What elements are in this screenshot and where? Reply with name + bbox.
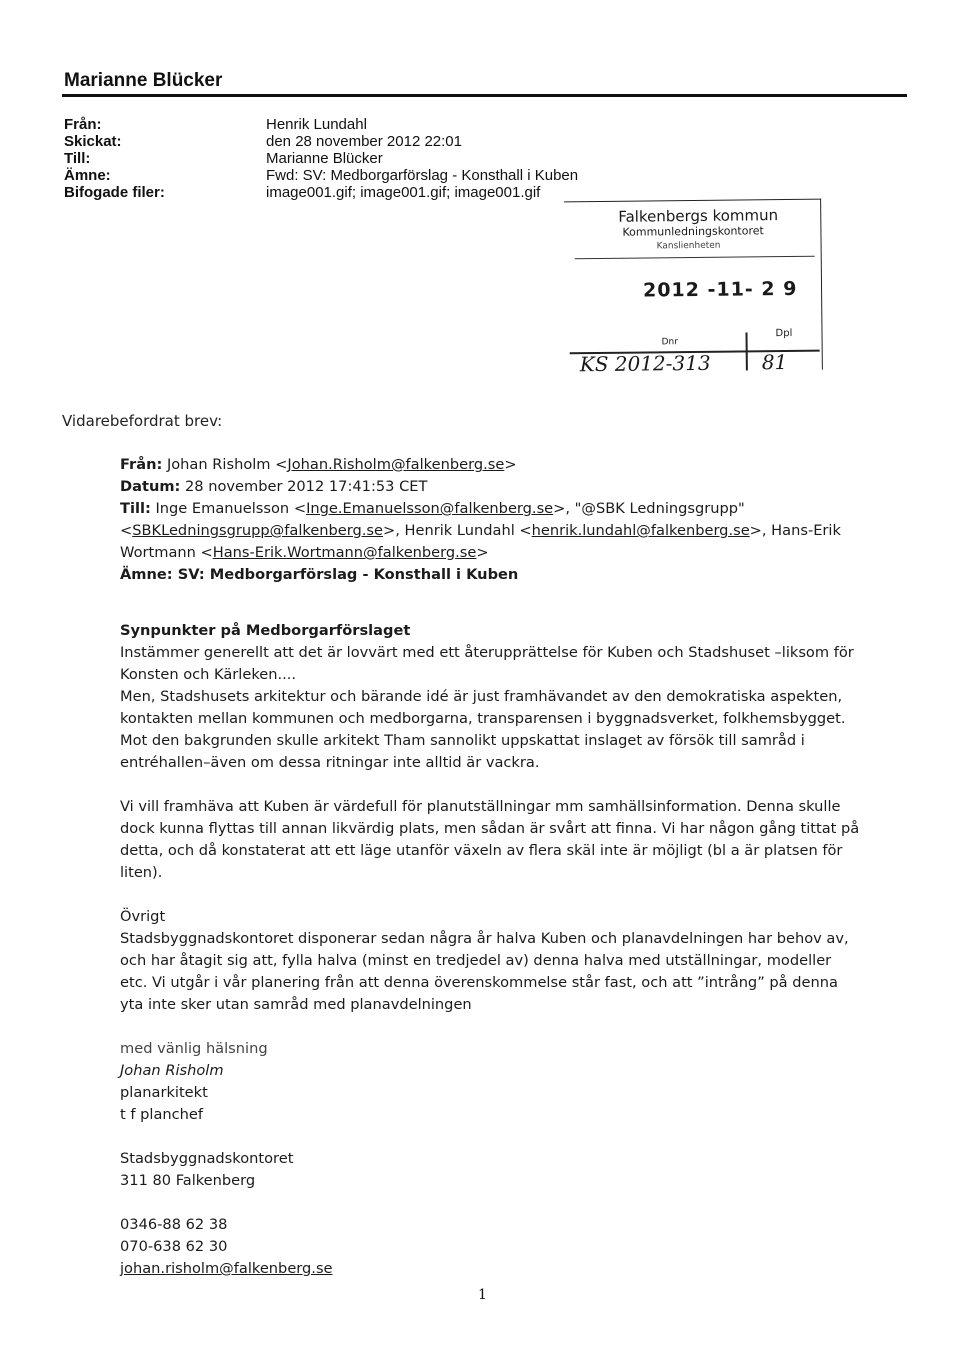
signature-name: Johan Risholm bbox=[120, 1062, 224, 1079]
email-header bbox=[64, 116, 578, 201]
fwd-date-value: 28 november 2012 17:41:53 CET bbox=[185, 478, 428, 495]
header-value: Marianne Blücker bbox=[266, 150, 383, 167]
paragraph: Vi vill framhäva att Kuben är värdefull för planutställningar mm samhällsinformation. Denna skulle dock kunna flyttas till annan likvärdig plats, men sådan är svårt att finna. Vi har någon gång tittat på detta, och då konstaterat att ett läge utanför växeln av flera skäl inte är möjligt (bl a är platsen för liten). bbox=[120, 798, 860, 881]
spacer bbox=[120, 1192, 860, 1214]
fwd-to-email-link[interactable]: henrik.lundahl@falkenberg.se bbox=[531, 522, 750, 539]
spacer bbox=[120, 774, 860, 796]
spacer bbox=[120, 1016, 860, 1038]
fwd-to-text: >, "@SBK Ledningsgrupp" < bbox=[120, 500, 745, 539]
section-heading: Övrigt bbox=[120, 908, 166, 925]
paragraph: Stadsbyggnadskontoret disponerar sedan några år halva Kuben och planavdelningen har behov av, och har åtagit sig att, fylla halva (minst en tredjedel av) denna halva med utställningar, modeller etc. Vi utgår i vår planering från att denna överenskommelse står fast, och att ”intrång” på denna yta inte sker utan samråd med planavdelningen bbox=[120, 930, 849, 1013]
header-row-subject bbox=[64, 167, 578, 184]
header-label: Bifogade filer: bbox=[64, 184, 165, 201]
signature-phone: 0346-88 62 38 bbox=[120, 1216, 228, 1233]
header-row-from bbox=[64, 116, 578, 133]
header-value: image001.gif; image001.gif; image001.gif bbox=[266, 184, 541, 201]
paragraph: Men, Stadshusets arkitektur och bärande idé är just framhävandet av den demokratiska aspekten, kontakten mellan kommunen och medborgarna, transparensen i byggnadsverket, folkhemsbygget. bbox=[120, 688, 846, 727]
header-value: den 28 november 2012 22:01 bbox=[266, 133, 462, 150]
header-row-attachments bbox=[64, 184, 578, 201]
stamp-org: Falkenbergs kommun bbox=[618, 206, 779, 226]
spacer bbox=[120, 608, 860, 620]
spacer bbox=[120, 586, 860, 608]
header-label: Till: bbox=[64, 150, 91, 167]
fwd-from-label: Från: bbox=[120, 456, 163, 473]
stamp-date: 2012 -11- 2 9 bbox=[642, 277, 798, 302]
stamp-dpl-label: Dpl bbox=[775, 327, 793, 340]
paragraph: Mot den bakgrunden skulle arkitekt Tham sannolikt uppskattat inslaget av försök till samråd i entréhallen–även om dessa ritningar inte alltid är vackra. bbox=[120, 732, 805, 771]
signature-greeting: med vänlig hälsning bbox=[120, 1040, 268, 1057]
fwd-to-text: >, Hans-Erik Wortmann < bbox=[120, 522, 841, 561]
fwd-to-label: Till: bbox=[120, 500, 151, 517]
stamp-dnr-label: Dnr bbox=[661, 337, 678, 348]
header-label: Från: bbox=[64, 116, 102, 133]
fwd-from bbox=[120, 454, 860, 476]
fwd-subject-value: SV: Medborgarförslag - Konsthall i Kuben bbox=[177, 566, 519, 583]
stamp-sub: Kanslienheten bbox=[656, 240, 721, 252]
registry-stamp bbox=[564, 199, 823, 377]
signature-role2: t f planchef bbox=[120, 1106, 204, 1123]
header-value: Henrik Lundahl bbox=[266, 116, 367, 133]
signature-office: Stadsbyggnadskontoret bbox=[120, 1150, 294, 1167]
fwd-to-email-link[interactable]: Inge.Emanuelsson@falkenberg.se bbox=[306, 500, 554, 517]
stamp-divider bbox=[575, 256, 815, 260]
fwd-from-end: > bbox=[504, 456, 517, 473]
header-row-sent bbox=[64, 133, 578, 150]
message-body bbox=[120, 454, 860, 1280]
fwd-to-text: > bbox=[476, 544, 489, 561]
fwd-to-text: >, Henrik Lundahl < bbox=[383, 522, 532, 539]
fwd-to-email-link[interactable]: Hans-Erik.Wortmann@falkenberg.se bbox=[212, 544, 477, 561]
header-label: Skickat: bbox=[64, 133, 122, 150]
forwarded-label: Vidarebefordrat brev: bbox=[62, 412, 223, 430]
title-rule bbox=[62, 94, 907, 97]
fwd-date bbox=[120, 476, 860, 498]
signature-mobile: 070-638 62 30 bbox=[120, 1238, 228, 1255]
fwd-from-name: Johan Risholm < bbox=[166, 456, 288, 473]
fwd-date-label: Datum: bbox=[120, 478, 181, 495]
fwd-from-email-link[interactable]: Johan.Risholm@falkenberg.se bbox=[287, 456, 505, 473]
header-row-to bbox=[64, 150, 578, 167]
fwd-to bbox=[120, 498, 860, 564]
signature-role: planarkitekt bbox=[120, 1084, 208, 1101]
stamp-dept: Kommunledningskontoret bbox=[622, 224, 764, 239]
fwd-subject-label: Ämne: bbox=[120, 566, 173, 583]
signature-email-link[interactable]: johan.risholm@falkenberg.se bbox=[120, 1260, 333, 1277]
header-label: Ämne: bbox=[64, 167, 111, 184]
spacer bbox=[120, 1126, 860, 1148]
section-heading: Synpunkter på Medborgarförslaget bbox=[120, 622, 411, 639]
fwd-to-email-link[interactable]: SBKLedningsgrupp@falkenberg.se bbox=[132, 522, 384, 539]
stamp-dnr-handwritten: KS 2012-313 bbox=[579, 350, 711, 377]
stamp-dpl-handwritten: 81 bbox=[761, 350, 788, 375]
page-number: 1 bbox=[478, 1287, 487, 1303]
header-value: Fwd: SV: Medborgarförslag - Konsthall i Kuben bbox=[266, 167, 579, 184]
signature-address: 311 80 Falkenberg bbox=[120, 1172, 256, 1189]
document-title: Marianne Blücker bbox=[64, 70, 223, 91]
fwd-to-text: Inge Emanuelsson < bbox=[155, 500, 307, 517]
fwd-subject bbox=[120, 564, 860, 586]
paragraph: Instämmer generellt att det är lovvärt med ett återupprättelse för Kuben och Stadshuset –liksom för Konsten och Kärleken.... bbox=[120, 644, 854, 683]
spacer bbox=[120, 884, 860, 906]
